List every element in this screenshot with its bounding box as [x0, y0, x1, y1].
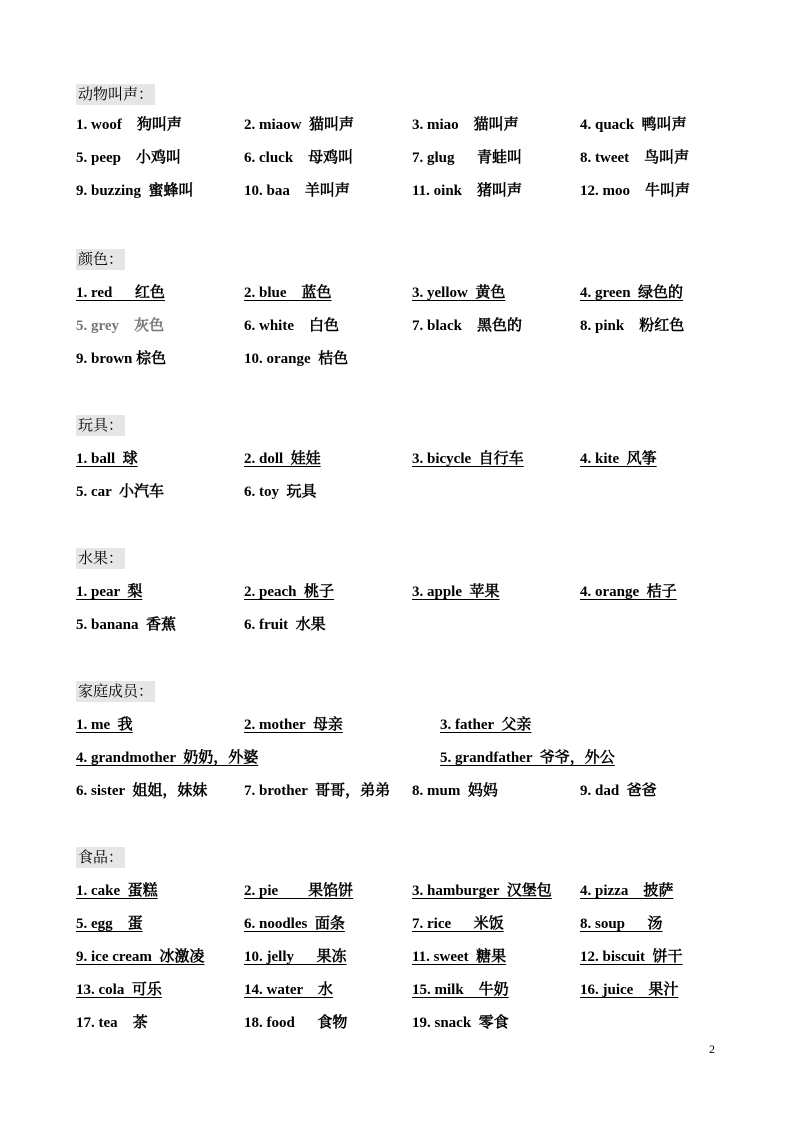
page-number: 2	[709, 1042, 715, 1056]
vocab-item: 12. moo 牛叫声	[580, 183, 690, 199]
vocab-row	[76, 747, 756, 780]
section-heading: 食品：	[78, 848, 124, 866]
vocab-item: 9. brown 棕色	[76, 351, 167, 367]
vocab-item: 2. miaow 猫叫声	[244, 117, 354, 133]
section-heading: 家庭成员：	[78, 682, 154, 700]
vocab-item: 3. bicycle 自行车	[412, 451, 524, 467]
vocab-row	[76, 147, 756, 180]
vocab-item: 6. toy 玩具	[244, 484, 317, 500]
vocab-item: 6. noodles 面条	[244, 916, 345, 932]
vocab-item: 10. jelly 果冻	[244, 949, 347, 965]
vocab-item: 1. ball 球	[76, 451, 138, 467]
vocab-item: 5. peep 小鸡叫	[76, 150, 182, 166]
vocab-item: 5. egg 蛋	[76, 916, 143, 932]
vocab-item: 19. snack 零食	[412, 1015, 509, 1031]
vocab-row	[76, 714, 756, 747]
section-heading: 颜色：	[78, 250, 124, 268]
vocab-item: 11. oink 猪叫声	[412, 183, 523, 199]
section-toys	[76, 415, 756, 514]
vocab-item: 7. rice 米饭	[412, 916, 504, 932]
vocab-row	[76, 780, 756, 813]
section-fruits	[76, 548, 756, 647]
vocab-item: 3. miao 猫叫声	[412, 117, 519, 133]
vocab-item: 6. sister 姐姐，妹妹	[76, 783, 208, 799]
vocab-item: 7. black 黑色的	[412, 318, 523, 334]
vocab-item: 8. mum 妈妈	[412, 783, 498, 799]
vocab-item: 7. glug 青蛙叫	[412, 150, 523, 166]
vocab-item: 9. ice cream 冰激凌	[76, 949, 205, 965]
vocab-item: 3. apple 苹果	[412, 584, 500, 600]
section-heading: 玩具：	[78, 416, 124, 434]
vocab-item: 18. food 食物	[244, 1015, 348, 1031]
section-heading: 动物叫声：	[78, 85, 154, 103]
vocab-item: 5. banana 香蕉	[76, 617, 177, 633]
vocab-item: 1. me 我	[76, 717, 133, 733]
vocab-item: 6. white 白色	[244, 318, 339, 334]
vocab-item: 8. tweet 鸟叫声	[580, 150, 690, 166]
vocab-row	[76, 979, 756, 1012]
vocab-item: 4. quack 鸭叫声	[580, 117, 687, 133]
vocab-item: 2. doll 娃娃	[244, 451, 321, 467]
vocab-item: 11. sweet 糖果	[412, 949, 507, 965]
vocab-item: 4. kite 风筝	[580, 451, 657, 467]
section-colors	[76, 249, 756, 381]
vocab-item: 5. grey 灰色	[76, 318, 165, 334]
vocab-row	[76, 1012, 756, 1045]
vocab-item: 6. cluck 母鸡叫	[244, 150, 354, 166]
vocab-row	[76, 614, 756, 647]
vocab-row	[76, 448, 756, 481]
vocab-item: 6. fruit 水果	[244, 617, 326, 633]
vocab-item: 5. grandfather 爷爷，外公	[440, 750, 615, 766]
vocab-row	[76, 348, 756, 381]
section-heading: 水果：	[78, 549, 124, 567]
vocab-item: 4. orange 桔子	[580, 584, 677, 600]
vocab-item: 7. brother 哥哥，弟弟	[244, 783, 391, 799]
vocab-row	[76, 180, 756, 213]
vocab-item: 4. grandmother 奶奶，外婆	[76, 750, 259, 766]
vocab-row	[76, 282, 756, 315]
vocab-item: 4. green 绿色的	[580, 285, 684, 301]
vocab-item: 10. baa 羊叫声	[244, 183, 350, 199]
vocab-item: 2. peach 桃子	[244, 584, 335, 600]
section-family	[76, 681, 756, 813]
vocab-item: 5. car 小汽车	[76, 484, 165, 500]
vocab-item: 15. milk 牛奶	[412, 982, 509, 998]
vocab-item: 9. dad 爸爸	[580, 783, 657, 799]
vocab-item: 3. father 父亲	[440, 717, 532, 733]
vocab-row	[76, 581, 756, 614]
vocab-item: 17. tea 茶	[76, 1015, 148, 1031]
vocab-row	[76, 880, 756, 913]
vocab-row	[76, 114, 756, 147]
vocab-item: 3. yellow 黄色	[412, 285, 506, 301]
vocab-item: 16. juice 果汁	[580, 982, 679, 998]
vocab-item: 1. cake 蛋糕	[76, 883, 158, 899]
vocab-item: 9. buzzing 蜜蜂叫	[76, 183, 194, 199]
vocab-item: 8. soup 汤	[580, 916, 663, 932]
vocab-item: 1. woof 狗叫声	[76, 117, 182, 133]
section-food	[76, 847, 756, 1045]
vocab-item: 4. pizza 披萨	[580, 883, 674, 899]
vocab-item: 2. blue 蓝色	[244, 285, 332, 301]
vocab-item: 10. orange 桔色	[244, 351, 349, 367]
vocab-row	[76, 315, 756, 348]
vocab-item: 1. red 红色	[76, 285, 165, 301]
vocab-item: 2. pie 果馅饼	[244, 883, 354, 899]
vocab-item: 12. biscuit 饼干	[580, 949, 683, 965]
vocab-row	[76, 946, 756, 979]
vocab-item: 2. mother 母亲	[244, 717, 343, 733]
vocab-item: 3. hamburger 汉堡包	[412, 883, 552, 899]
vocab-row	[76, 481, 756, 514]
vocab-item: 14. water 水	[244, 982, 333, 998]
section-animal-sounds	[76, 84, 756, 213]
vocab-item: 13. cola 可乐	[76, 982, 162, 998]
vocab-item: 8. pink 粉红色	[580, 318, 685, 334]
vocab-item: 1. pear 梨	[76, 584, 143, 600]
vocab-row	[76, 913, 756, 946]
